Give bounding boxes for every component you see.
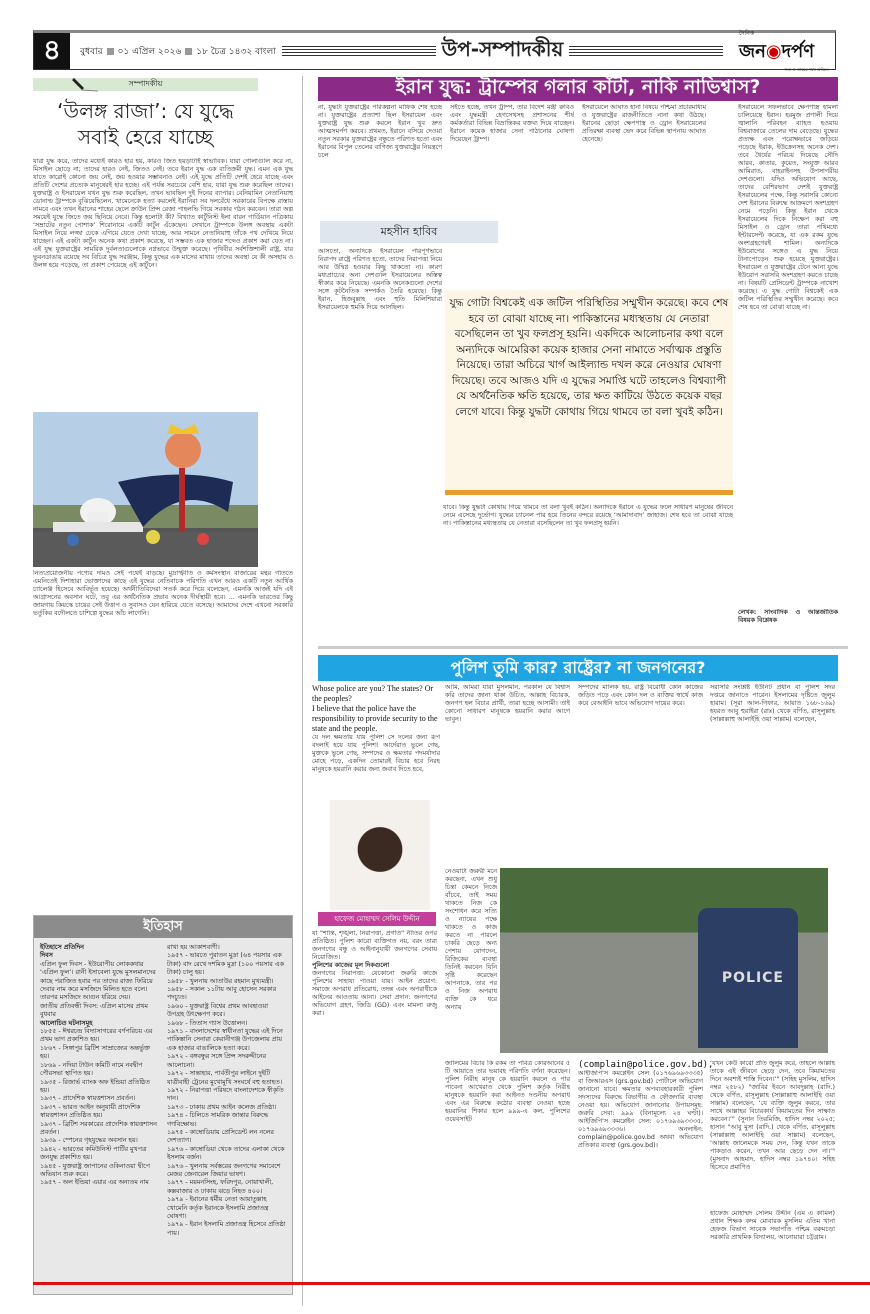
pull-quote: যুদ্ধ গোটা বিশ্বকেই এক জটিল পরিস্থিতির সম্মুখীন করেছে। কবে শেষ হবে তা বোঝা যাচ্ছে না। পাকিস্তানের মধ্যস্থতায় যে নেতারা বসেছিলেন তা খুব ফলপ্রসূ হয়নি। একদিকে আলোচনার কথা বলে অন্যদিকে আমেরিকা কয়েক হাজার সেনা নামাতে সর্বাত্মক প্রস্তুতি নিয়েছে। তারা অচিরে খার্গ আইল্যান্ড দখল করে নেওয়ার ঘোষণা দিয়েছে। তবে আজও যদি এ যুদ্ধের সমাপ্তি ঘটে তাহলেও বিশ্বব্যাপী যে অর্থনৈতিক ক্ষতি হয়েছে, তার ক্ষত কাটিয়ে উঠতে কয়েক বছর লেগে যাবে। কিন্তু যুদ্ধটা কোথায় গিয়ে থামবে তা বলা খুবই কঠিন। <box>445 290 733 495</box>
police-lower-right <box>710 1060 835 1280</box>
bullet-square-icon <box>185 48 192 55</box>
date-gregorian: ০১ এপ্রিল ২০২৬ <box>117 46 182 57</box>
iran-col1-top: না, যুদ্ধটা যুক্তরাষ্ট্রের পরিকল্পনা মাফিক শেষ হচ্ছে না। যুক্তরাষ্ট্রের প্রত্যাশা ছিল ইসরায়েল এবং যুক্তরাষ্ট্র যুদ্ধ শুরু করলে ইরান খুব দ্রুত আত্মসমর্পণ করবে। প্রথমত, ইরানে বসিয়ে দেওয়া নতুন সরকার যুক্তরাষ্ট্রের বন্ধুতে পরিণত হতো এবং ইরানের বিপুল তেলের বাণিজ্য যুক্তরাষ্ট্রের নিয়ন্ত্রণে চলে <box>318 104 442 159</box>
history-entry: ১৯৫৭ - ভারতে পুরাতন মুদ্রা (৬৪ পয়সার এক টাকা) বাদ রেখে দশমিক মুদ্রা (১০০ পয়সার এক টাকা) চালু হয়। <box>167 952 284 977</box>
footer-red-rule <box>33 1282 870 1285</box>
police-col-right: সম্পদের মালিক হয়, রাষ্ট্র বিরোধী কোন কাজের জড়িত পড়ে এবং কোন দল ও ব্যক্তির স্বার্থে কাজ করে বেআইনি ভাবে অভিযোগ দায়ের করে। <box>578 684 703 707</box>
section-separator <box>318 646 848 649</box>
editorial-body-part2: নিত্যপ্রয়োজনীয় পণ্যের দামও সেই পথেই বাড়ছে। মুদ্রাস্ফীতি ও কর্মসংস্থান বাজারের মন্থর গতিতে এমনিতেই দিশাহারা ভোক্তাদের কাছে এই যুদ্ধের নেতিবাচক পরিণতি এখন আরও একটি নতুন আর্থিক চ্যালেঞ্জ হিসেবে আবির্ভূত হয়েছে। অর্থনীতিবিদেরা সতর্ক করে দিয়ে বলেছেন, এমনকি আজই যদি এই আগ্রাসনের অবসান ঘটে, তবু এর অর্থনৈতিক প্রভাব অনেক দীর্ঘস্থায়ী হবে। ... এমনকি ভারতের কিছু জায়গায় কিয়স্কে চায়ের সেই উত্তাপ ও সুবাসও যেন হারিয়ে যেতে বসেছে। আমাদের দেশে এখনো সরকারি ভর্তুকির বদৌলতে চাশিল্পে যুদ্ধের আঁচ লাগেনি। <box>33 570 293 617</box>
police-paragraph: যা "শান্তি, শৃঙ্খলা, নিরাপত্তা, প্রগতি" নীতির ওপর প্রতিষ্ঠিত। পুলিশ কারো ব্যক্তিগত নয়, বরং তারা জনগণের বন্ধু ও আইনানুযায়ী জনগণের সেবায় নিয়োজিত। <box>312 930 437 961</box>
editorial-label: সম্পাদকীয় <box>128 79 163 88</box>
police-side-column: নেওয়াটা জরুরী মনে করছেনা, এখন শুধু চিন্তা কেমনে নিজে বাঁচবে, তাই সময় থাকতে নিজ কে সংশোধন করে সত্যি ও ন্যায়ের পক্ষে থাকতে ও কাজ করতে না পারলে চাকরি ছেড়ে অন্য পেশায় যোগদেন, রিজিকের ব্যবস্থা তিনিই করবেন যিনি সৃষ্টি করেছেন আপনাকে, তার পর ও নিজ অপরাধ ব্যক্তি কে ধরে অন্যায় <box>445 868 497 1011</box>
logo-emblem-icon: ◉ <box>765 40 782 62</box>
history-entry: ১৯৩৫ - রিজার্ভ ব্যাংক অফ ইন্ডিয়া প্রতিষ্ঠিত হয়। <box>40 1078 150 1094</box>
intro-bengali: যে দল ক্ষমতায় যায় পুলিশ সে দলের জন্য রূপ বদলাই হয়ে যায় পুলিশ! আর্দেরাত ভুলে গেছ, মুক্তকে ভুলে গেছ, সম্পদের ও ক্ষমতার পদমর্যাদার মোহে পড়ে, একদিন তোমারই বিচার হবে নিরহ মানুষকে হয়রানি করার জন্য জবাব দিতে হবে, <box>312 734 440 773</box>
police-col-mid: আমি, আমরা যারা মুসলমান, পরকাল যে বিশ্বাস করি তাদের জানা থাকা উচিত, আল্লাহ বিচারক, জনগণ হল বিচার প্রার্থী, তারা হচ্ছে আসামী। তাই কোনো সাধারণ মানুষকে হয়রানি করার আগে ভাবুন। <box>445 684 570 723</box>
police-col-far-right: সরাসরি সংশ্লিষ্ট ইউনিট প্রধান বা পুলিশ সদর দপ্তরে জানাতে পারেন। ইসলামের দৃষ্টিতে জুলুম হারাম। (সূরা আল-গিফার, আয়াত ১৬৮-১৬৯) হযরত আবু হুরাইরা (রাঃ) থেকে বর্ণিত, রাসূলুল্লাহ (সাল্লাল্লাহু আলাইহি ওয়া সাল্লাম) বলেছেন, <box>710 684 835 723</box>
history-entry: ১৯৭২ - বঙ্গবন্ধুর সঙ্গে প্রিন্স সদরুদ্দীনের আলোচনা। <box>167 1053 267 1069</box>
history-entry: ১৯৩৭ - ভারত আইন অনুযায়ী প্রাদেশিক স্বায়ত্তশাসন প্রতিষ্ঠিত হয়। <box>40 1103 141 1120</box>
history-subheading: দিবস <box>40 952 53 960</box>
police-lower-left-mid: জালিমের বিচার কি রকম তা পবিত্র কোরআনের ৫ টি আয়াতে তার ভয়াবহ পরিণতি বর্ণনা করেছেন। পুলিশ নিরীহ মানুষ কে হয়রানি করলে ও পার পাবেনা আখেরাত থেকে পুলিশ কর্তৃক নিরীহ মানুষকে হয়রানি করা আইনত দণ্ডনীয় অপরাধ এবং এর বিরুদ্ধে কঠোর ব্যবস্থা নেওয়া হচ্ছে হয়রানির শিকার হলে ৯৯৯-এ কল, পুলিশের ওয়েবসাইট <box>445 1060 570 1123</box>
bullet-square-icon <box>107 48 114 55</box>
history-entry: জাতীয় প্রতিবন্ধী দিবস: এপ্রিল মাসের প্রথম বুধবার <box>40 1002 148 1019</box>
intro-english-answer: I believe that the police have the responsibility to provide security to the state and the people. <box>312 704 438 733</box>
history-entry: ১৯৭২ - সান্তাহার, পার্বতীপুর লাইনে দুইটি যাত্রীবাহী ট্রেনের মুখোমুখি সংঘর্ষে বহু হতাহত। <box>167 1070 282 1086</box>
history-entry: ১৯৪২ - ভারতের কমিউনিস্ট পার্টির মুখপত্র জনযুদ্ধ প্রকাশিত হয়। <box>40 1145 147 1162</box>
history-entry: ১৮৫৫ - ঈশ্বরচন্দ্র বিদ্যাসাগরের বর্ণপরিচয় এর প্রথম ভাগ প্রকাশিত হয়। <box>40 1028 153 1044</box>
logo-wordmark <box>739 37 829 68</box>
police-officers-photo <box>500 868 828 1053</box>
author-portrait <box>330 800 430 910</box>
police-left-column <box>312 930 437 1290</box>
iran-col4: ইসরায়েলে সফলভাবে ক্ষেপণাস্ত্র হামলা চালিয়েছে ইরান। হরমুজ প্রণালী দিয়ে জ্বালানি পরিবহন ব্যাহত হওয়ায় বিশ্ববাজারে তেলের দাম বেড়েছে। যুদ্ধের প্রত্যক্ষ এবং পরোক্ষভাবে জড়িয়ে পড়েছে ইরাক, ইউক্রেনসহ অনেক দেশ। তবে ধৈর্যের পরিচয় দিয়েছে সৌদি আরব, কাতার, কুয়েত, সংযুক্ত আরব আমিরাত, বাহরাইনসহ উপসাগরীয় দেশগুলো। যদিও অভিযোগ আছে, তাদের বেশিরভাগ দেশই যুক্তরাষ্ট্র ইসরায়েলের পক্ষে, কিন্তু সরাসরি কোনো দেশ ইরানের বিরুদ্ধে আক্রমণে অংশগ্রহণ নেমে পড়েনি। কিন্তু ইরান থেকে ইসরায়েলের দিকে নিক্ষেপ করা বহু মিসাইল ও ড্রোন তারা পথিমধ্যে ইন্টারসেপ্ট করেছে, যা এক রকম যুদ্ধে অংশগ্রহণেরই শামিল। অন্যদিকে ইউরোপের সঙ্গেও এ যুদ্ধ নিয়ে টানাপোড়েন শুরু হয়েছে যুক্তরাষ্ট্রের। ইসরায়েল ও যুক্তরাষ্ট্রের টেনে আনা যুদ্ধে ইউরোপ সরাসরি অংশগ্রহণ করতে চাচ্ছে না। বিষয়টি প্রেসিডেন্ট ট্রাম্পকে নাখোশ করেছে। এ যুদ্ধ গোটা বিশ্বকেই এক জটিল পরিস্থিতির সম্মুখীন করেছে। কবে শেষ হবে তা বোঝা যাচ্ছে না। <box>738 104 838 311</box>
history-entry: ১৯৫৮ - সকাল ১১টায় আবু হোসেন সরকার পদচ্যুত। <box>167 986 277 1002</box>
history-banner <box>34 916 292 938</box>
history-entry: ১৯৩৭ - ব্রিটিশ সরকারের প্রাদেশিক স্বায়ত্তশাসন প্রবর্তন। <box>40 1120 157 1136</box>
complaint-email[interactable]: (complain@police.gov.bd), <box>578 1060 714 1070</box>
history-entry: ১৯৭১ - বাংলাদেশের স্বাধীনতা যুদ্ধের এই দিনে পাকিস্তানি সেনারা কেরানীগঞ্জ উপজেলায় প্রায় এক হাজার বাঙালিকে হত্যা করে। <box>167 1028 283 1052</box>
history-entry: ১৮৬৯ - নদিয়া টাউন কমিটি নামে নবদ্বীপ পৌরসভা স্থাপিত হয়। <box>40 1061 143 1078</box>
decorative-rules <box>282 46 436 56</box>
author-caption: হাফেজ মোহাম্মদ সেলিম উদ্দীন <box>318 912 436 926</box>
date-bengali: ১৮ চৈত্র ১৪৩২ বাংলা <box>196 46 276 57</box>
history-entry: ১৯৭৪ - চিলিতে সামরিক জান্তার বিরুদ্ধে গণবিক্ষোভ। <box>167 1112 269 1128</box>
police-paragraph: জনগণের নিরাপত্তা: যেকোনো জরুরি কাজে পুলিশের সাহায্য পাওয়া যায়। আইন প্রয়োগ: সমাজে অপরাধ প্রতিরোধ, তদন্ত এবং অপরাধীকে আইনের আওতায় আনা। সেবা প্রদান: জনগণের অভিযোগ গ্রহণ, জিডি (GD) এবং মামলা রুজু করা। <box>312 970 437 1017</box>
iran-col2: সইতে হচ্ছে, তখন ট্রাম্প, তার বিদেশ মন্ত্রী রুবিও এবং যুদ্ধমন্ত্রী হেগসেথসহ প্রশাসনের শীর্ষ কর্মকর্তারা বিভিন্ন বিভ্রান্তিকর বক্তব্য দিয়ে যাচ্ছেন। ইরানে কয়েক হাজার সেনা পাঠানোর ঘোষণা দিয়েছেন ট্রাম্প। <box>450 104 574 143</box>
history-columns <box>34 938 292 1244</box>
history-entry: ১৯৭৯ - ইরানের ধর্মীয় নেতা আয়াতুল্লাহ খোমেনি কর্তৃক ইরানকে ইসলামি প্রজাতন্ত্র ঘোষণা। <box>167 1196 269 1220</box>
intro-english-question: Whose police are you? The states? Or the peoples? <box>312 684 434 703</box>
iran-article-headline: ইরান যুদ্ধ: ট্রাম্পের গলার কাঁটা, নাকি নাভিশ্বাস? <box>318 77 838 101</box>
history-entry: ১৯৩৭ - প্রাদেশিক স্বায়ত্তশাসন প্রবর্তন। <box>40 1095 136 1103</box>
iran-bottom-text: যাবে। কিন্তু যুদ্ধটা কোথায় গিয়ে থামবে তা বলা খুবই কঠিন। অন্যদিকে ইরানে এ যুদ্ধের ফলে সাধারণ মানুষের জীবনে নেমে এসেছে দুর্ভোগ। যুদ্ধের চ্যানেল পার হয়ে তিনের বন্দরে রয়েছে ‘আমাদাবাদ’ জাহাজ। শেষ হবে তা বোঝা যাচ্ছে না। পাকিস্তানের মধ্যস্থতায় যে নেতারা বসেছিলেন তা খুব ফলপ্রসূ হয়নি। <box>443 504 733 527</box>
history-entry: ১৯৫৮ - খুলনায় আতাউর রহমান মুখ্যমন্ত্রী। <box>167 977 274 985</box>
effigy-illustration <box>33 412 258 567</box>
history-box <box>33 915 293 1295</box>
history-entry: ১৯৭৯ - ইরান ইসলামি প্রজাতন্ত্র হিসেবে প্রতিষ্ঠা পায়। <box>167 1221 286 1237</box>
history-entry: ১৯৭২ - নিরাপত্তা পরিষদে বাংলাদেশকে স্বীকৃতি দান। <box>167 1086 284 1103</box>
history-entry: ১৯৬০ - যুক্তরাষ্ট্র বিশ্বের প্রথম আবহাওয়া উপগ্রহ উৎক্ষেপণ করে। <box>167 1002 269 1019</box>
history-entry: ১৯৩৯ - স্পেনের গৃহযুদ্ধের অবসান হয়। <box>40 1137 138 1145</box>
history-left-column <box>40 944 159 1238</box>
iran-col1-bottom: আসতো, অন্যদিকে ইসরায়েল পরিপূর্ণভাবে নিরাপদ রাষ্ট্রে পরিণত হতো, তাদের নিরাপত্তা নিয়ে আর উদ্বিগ্ন হওয়ার কিছু থাকতো না। কারণ মধ্যপ্রাচ্যের অন্য দেশগুলি ইসরায়েলের অস্তিত্ব স্বীকার করে নিয়েছে। এমনকি অনেকগুলো দেশের সঙ্গে কূটনৈতিক সম্পর্কও তৈরি হয়েছে। কিন্তু ইরান, হিজবুল্লাহ এবং হুতি মিলিশিয়ারা ইসরায়েলকে হুমকি দিয়ে আসছিল। <box>318 248 442 311</box>
police-vest-label: POLICE <box>718 968 788 988</box>
headline-line-2: সবাই হেরে যাচ্ছে <box>77 125 214 149</box>
decorative-rules <box>569 46 723 56</box>
author-signature: হাফেজ মোহাম্মদ সেলিম উদ্দীন (এম এ কামিল) প্রধান শিক্ষক কদম মোবারক মুসলিম এতিম খানা হেফজ বিভাগ সাবেক সভাপতি পশ্চিম বরুমচড়া সরকারি প্রাথমিক বিদ্যালয়, আনোয়ারা চট্টগ্রাম। <box>710 1210 835 1241</box>
weekday: বুধবার <box>80 46 103 57</box>
police-article-headline: পুলিশ তুমি কার? রাষ্ট্রের? না জনগনের? <box>318 655 838 681</box>
iran-signoff: লেখক: সাংবাদিক ও আন্তর্জাতিক বিষয়ক বিশ্লেষক <box>738 609 838 624</box>
history-entry: ১৯৭৫ - কাম্বোডিয়ায় প্রেসিডেন্ট লন নলের দেশত্যাগ। <box>167 1128 274 1145</box>
logo-right: দর্পণ <box>781 40 815 62</box>
history-entry: ১৯৭৬ - খুলনায় সর্বস্তরের জনগণের সমাবেশে মেজর জেনারেল জিয়ার ভাষণ। <box>167 1162 281 1178</box>
author-byline: মহসীন হাবিব <box>320 221 498 243</box>
hadith-quotes: ‘যখন কেউ কারো প্রতি জুলুম করে, তাহলে আল্লাহ তাকে এই জীবনে ছেড়ে দেন, তবে কিয়ামতের দিনে অবশ্যই শাস্তি দিবেন।’" (সহিহ মুসলিম, হাদিস নম্বর ২৫৮২) "জাবির ইবনে আবদুল্লাহ (রাদি.) থেকে বর্ণিত, রাসূলুল্লাহ (সাল্লাল্লাহু আলাইহি ওয়া সাল্লাম) বলেছেন, ‘যে ব্যক্তি জুলুম করবে, তার সাথে আল্লাহর বিচারকার্য কিয়ামতের দিন সাক্ষাত করবেন।’" (সুনান তিরমিজি, হাদিস নম্বর ২০২৫; হাসান "আবু মুসা (রাদি.) থেকে বর্ণিত, রাসূলুল্লাহ (সাল্লাল্লাহু আলাইহি ওয়া সাল্লাম) বলেছেন, ‘আল্লাহ জালেমকে সময় দেন, কিন্তু যখন তাকে পাকড়াও করেন, তখন আর ছেড়ে দেন না।’" (মুসনাদ আহমাদ, হাদিস নম্বর ১৯৭৪০। সহিহ হিসেবে প্রমাণিত <box>710 1060 835 1171</box>
protest-photo-trump-effigy <box>33 412 258 567</box>
history-entry: ১৮৬৭ - সিঙ্গাপুর ব্রিটিশ সাম্রাজ্যের অন্তর্ভুক্ত হয়। <box>40 1044 150 1061</box>
history-subheading: আলোচিত ঘটনাসমূহ <box>40 1019 93 1027</box>
history-subheading: ইতিহাসে প্রতিদিন <box>40 944 84 951</box>
history-entry: ১৯৭৩ - ঢাকায় প্রথম আইন কলেজ প্রতিষ্ঠা। <box>167 1103 277 1111</box>
editorial-headline <box>33 98 258 150</box>
fountain-pen-icon <box>70 78 100 92</box>
iran-col3: ইসরায়েলে আঘাত হানা বিষয়ে পশ্চিমা প্রচারমাধ্যম ও যুক্তরাষ্ট্রের রাজনীতিতে নানা কথা উঠছে। ইরানের ছোড়া ক্ষেপণাস্ত্র ও ড্রোন ইসরায়েলের প্রতিরক্ষা ব্যবস্থা ভেদ করে বিভিন্ন স্থাপনায় আঘাত হেনেছে। <box>582 104 706 143</box>
history-entry: ১৯৭৭ - ময়মনসিংহ, ফরিদপুর, নোয়াখালী, কক্সবাজার ও ঢাকায় ঝড়ে নিহত ৪০০। <box>167 1179 274 1195</box>
editorial-banner <box>33 78 258 91</box>
headline-line-1: ‘উলঙ্গ রাজা’: যে যুদ্ধে <box>57 99 234 123</box>
police-subheading: পুলিশের কাজের মূল দিকগুলো <box>312 962 390 969</box>
police-intro <box>312 684 440 774</box>
history-entry: এপ্রিল ফুল দিবস - ইউরোপীয় লোককথার ‘এপ্রিল ফুল’। রানী ইসাবেলা যুদ্ধে মুসলমানদের কাছে পরাজিত হবার পর তাদের রাজ্য ফিরিয়ে দেবার নাম করে মসজিদে মিলিত হতে বলে। তারপর মসজিদে আগুন ধরিয়ে দেয়। <box>40 960 156 1002</box>
logo-left: জন <box>739 40 766 62</box>
history-title: ইতিহাস <box>143 918 183 934</box>
history-entry: ১৯৫৭ - অল ইন্ডিয়া এয়ার এর অন্যতম নাম <box>40 1179 149 1187</box>
history-right-column <box>167 944 286 1238</box>
complaint-info: আইজিপি'স কমপ্লেইন সেল (০১৭৬৯৬৯৩৩৩৫) বা জিআরএস (grs.gov.bd) পোর্টালে অভিযোগ জানানো যাবে। ক্ষমতার অপব্যবহারকারী পুলিশ সদস্যদের বিরুদ্ধে বিভাগীয় ও ফৌজদারি ব্যবস্থা নেওয়া হয়। অভিযোগ জানানোর উপায়সমূহ: জরুরি সেবা: ৯৯৯ (বিনামূল্যে ২৪ ঘণ্টা)। আইজিপি'স কমপ্লেইন সেল: ০১৭৬৯৬৯৩৩৩৫, ০১৭৬৯৬৯৩৩৩৬। অনলাইন: complain@police.gov.bd অথবা অভিযোগ প্রতিকার ব্যবস্থা (grs.gov.bd)। <box>578 1070 703 1149</box>
editorial-body-part1: যারা যুদ্ধ করে, তাদের মধ্যেই কারও হার হয়, কারও জিত হয়ড়াটাই স্বাভাবিক। যারা গোলাগুলি করে না, মিসাইল ছোড়ে না; তাদের হারও নেই, জিতও নেই। তবে ইরান যুদ্ধ এক ব্যতিক্রমী যুদ্ধ। এমন এক যুদ্ধ যাতে কারোই কোনো জয় নেই, জয় হওয়ার সম্ভাবনাও নেই। এই যুদ্ধে প্রতিটি দেশই হেরে যাচ্ছে এবং প্রতিটি দেশের প্রত্যেক মানুষেরই হার হচ্ছে। এই পর্যন্ত সবচেয়ে বেশি হার, যারা যুদ্ধ শুরু করেছিল তাদের। যুক্তরাষ্ট্র ও ইসরায়েল যখন যুদ্ধ শুরু করেছিল, তখন ভাবছিল দুই দিনের ব্যাপার। বেনিয়ামিন নেতানিয়াহু ডোনাল্ড ট্রাম্পকে বুঝিয়েছিলেন, খামেনেকে হত্যা করলেই ইরানিরা সব দলবেঁধে সরকারের বিপক্ষে রাস্তায় নামবে এবং তখন ইরানের শাহের ছেলে ক্রাউন প্রিন্স রেজা পাহলভি গিয়ে সরকার গঠন করবেন। তারা অল্প সময়েই যুদ্ধে জিতে জয় ছিনিয়ে নেবে। কিন্তু হলোটা কী? বিখ্যাত কার্টুনিস্ট ইলা বারন গার্ডিয়ান পত্রিকায় ‘সম্রাটের নতুন পোশাক’ শিরোনামে একটি কার্টুন এঁকেছেন। সেখানে ট্রাম্পকে উলঙ্গ অবস্থায় একটা মিসাইল নিয়ে লজ্জা ঢেকে এগিয়ে যেতে দেখা যাচ্ছে, আর সামনে নেতানিয়াহু তাঁকে পথ দেখিয়ে নিয়ে যাচ্ছেন। এই একটা কার্টুন অনেক কথা প্রকাশ করেছে, যা সম্ভবত এক হাজার শব্দেও প্রকাশ করা যেত না। এই যুদ্ধ যুক্তরাষ্ট্রের সামরিক দুর্বলতাগুলোকে নগ্নভাবে উন্মুক্ত করেছে। পৃথিবীর সর্বশক্তিশালী রাষ্ট্র, যার ভুবনডাঙায় রয়েছে সব বিচিত্র যুদ্ধ সরঞ্জাম, কিন্তু যুদ্ধের এক মাসের মাথায় তাদের অবস্থা যে কী অসহায় ও উলঙ্গ হয়ে পড়েছে, তা প্রকাশ পেয়েছে এই কার্টুনে। <box>33 158 293 269</box>
history-entry: ১৯৭৬ - কাম্বোডিয়া থেকে তাদের এলাকা থেকে ইসলাম বর্জন। <box>167 1145 285 1162</box>
history-entry: রাখা হয় আকাশবাণী। <box>167 944 220 951</box>
history-entry: ১৯৪৫ - যুক্তরাষ্ট্র জাপানের ওকিনাওয়া দ্বীপে অভিযান শুরু করে। <box>40 1162 150 1178</box>
masthead <box>33 30 836 70</box>
history-entry: ১৯৬৮ - তিতাস গ্যাস উত্তোলন। <box>167 1019 248 1027</box>
page-number: ৪ <box>34 33 70 69</box>
police-lower-left <box>578 1060 714 1280</box>
section-title: উপ-সম্পাদকীয় <box>441 36 564 61</box>
logo-tagline: সত্য ও ন্যায়ের পথে অবিচল <box>784 66 829 72</box>
dateline <box>80 44 276 59</box>
logo-prefix: দৈনিক <box>739 29 755 37</box>
column-divider <box>302 76 303 1306</box>
newspaper-logo[interactable] <box>739 31 829 72</box>
